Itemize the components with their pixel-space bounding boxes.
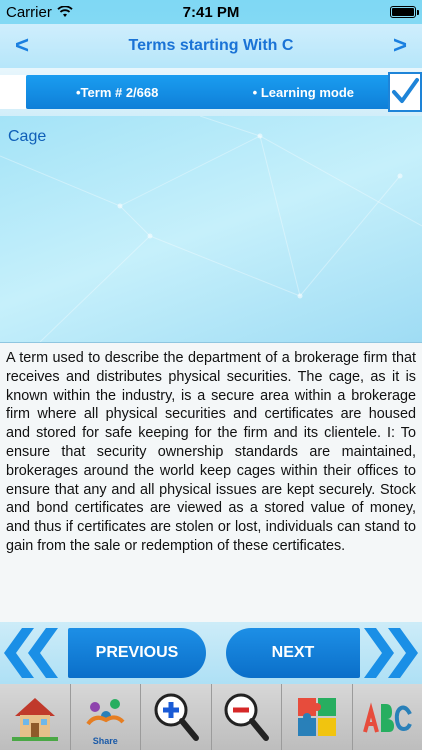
status-bar: [0, 0, 422, 24]
share-icon: [80, 692, 130, 742]
next-letter-button[interactable]: >: [392, 32, 407, 59]
zoom-in-icon: [151, 690, 201, 744]
term-index: •Term # 2/668: [76, 84, 159, 100]
info-bar: [26, 75, 392, 109]
term-area: [0, 116, 422, 342]
prev-letter-button[interactable]: <: [14, 32, 29, 59]
puzzle-tab[interactable]: [282, 684, 353, 750]
checkmark-icon: [391, 77, 419, 107]
battery-icon: [390, 6, 416, 18]
previous-button[interactable]: PREVIOUS: [68, 628, 206, 678]
wifi-icon: [57, 6, 73, 18]
home-tab[interactable]: [0, 684, 71, 750]
carrier-label: Carrier: [6, 3, 52, 21]
info-section: [0, 68, 422, 116]
share-label: Share: [92, 736, 118, 746]
abc-icon: [361, 692, 413, 742]
nav-bar: [0, 24, 422, 68]
bottom-toolbar: [0, 684, 422, 750]
term-name: Cage: [8, 128, 47, 145]
status-right: [390, 6, 416, 18]
learned-checkbox[interactable]: [388, 72, 422, 112]
status-time: 7:41 PM: [182, 3, 240, 21]
chevron-left-icon: [0, 622, 70, 684]
zoom-out-tab[interactable]: [212, 684, 283, 750]
home-icon: [10, 692, 60, 742]
abc-tab[interactable]: [353, 684, 422, 750]
next-button[interactable]: NEXT: [226, 628, 360, 678]
nav-buttons: [0, 622, 422, 684]
puzzle-icon: [292, 692, 342, 742]
chevron-right-icon: [352, 622, 422, 684]
status-left: [6, 4, 73, 21]
info-left-cap: [0, 75, 26, 109]
mode-label: • Learning mode: [252, 84, 354, 100]
zoom-out-icon: [221, 690, 271, 744]
background-network-lines: [0, 116, 422, 342]
zoom-in-tab[interactable]: [141, 684, 212, 750]
definition-text: A term used to describe the department of a brokerage firm that receives and distributes physical securities. The cage, as it is known within the industry, is a secure area within a brokerage firm where all physical securities and certificates are housed and stored for safe keeping for the firm and its clientele. I: To ensure that security ownership standards are maintained, brokerages around the world keep cages within their offices to ensure that any and all physical issues are kept securely. Stock and bond certificates are viewed as a stored value of money, and thus if certificates are stolen or lost, individuals can stand to gain from the sale or redemption of these certificates.: [0, 342, 422, 622]
page-title: Terms starting With C: [128, 37, 294, 54]
share-tab[interactable]: [71, 684, 142, 750]
